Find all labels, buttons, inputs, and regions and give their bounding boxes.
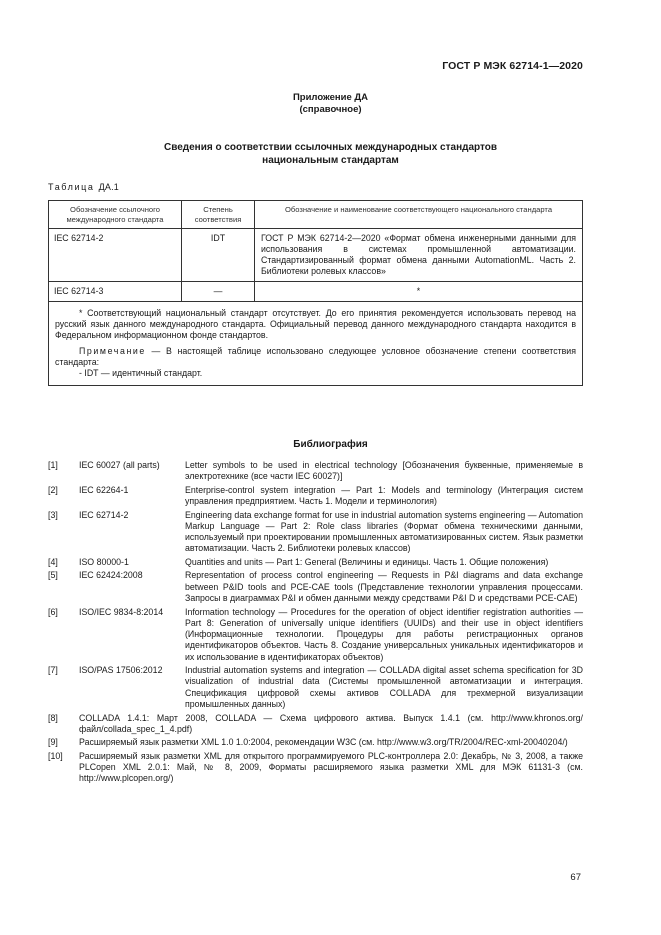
- bib-standard: IEC 62264-1: [79, 484, 129, 495]
- bib-standard: ISO 80000-1: [79, 556, 129, 567]
- bibliography-item: [48, 607, 583, 663]
- bibliography-item: [48, 510, 583, 555]
- cell-national-standard: *: [255, 282, 583, 302]
- header-national-standard: Обозначение и наименование соответствующего национального стандарта: [255, 201, 583, 229]
- bib-text: Расширяемый язык разметки XML для открытого программируемого PLC-контроллера 2.0: Декабрь, № 3, 2008, а также PLCopen XML 2.0.1: Май, № 8, 2009, Форматы расширяемого языка разметки XML для МЭК 61131-3 (см. http://www.plcopen.org/): [79, 750, 583, 784]
- bib-number: [2]: [48, 484, 58, 495]
- note-text: — В настоящей таблице использовано следующее условное обозначение степени соответствия стандарта:: [55, 346, 576, 367]
- bib-number: [4]: [48, 556, 58, 567]
- section-title: [0, 141, 661, 167]
- bib-number: [1]: [48, 460, 58, 470]
- cell-degree: —: [182, 282, 255, 302]
- header-degree: Степень соответствия: [182, 201, 255, 229]
- bibliography-item: [48, 485, 583, 508]
- bib-standard: IEC 60027 (all parts): [79, 460, 160, 470]
- bib-text: Representation of process control engineering — Requests in P&I diagrams and data exchange between P&ID tools and PCE-CAE tools (Представление технологии управления процессами. Запросы в диаграммах P&I и обмен данными между средствами P&I D и средствами PCE-CAE): [185, 570, 583, 604]
- bibliography-item: [48, 751, 583, 785]
- bibliography-title: Библиография: [293, 439, 368, 450]
- appendix-heading: [0, 92, 661, 116]
- document-code: ГОСТ Р МЭК 62714-1—2020: [442, 60, 583, 72]
- appendix-title: Приложение ДА: [292, 92, 369, 103]
- bib-text: Quantities and units — Part 1: General (Величины и единицы. Часть 1. Общие положения): [185, 556, 549, 567]
- bibliography-item: [48, 557, 583, 568]
- table-footnote: * Соответствующий национальный стандарт отсутствует. До его принятия рекомендуется использовать перевод на русский язык данного международного стандарта. Официальный перевод данного международного стандарта находится в Федеральном информационном фонде стандартов.: [55, 308, 576, 340]
- cell-degree: IDT: [182, 229, 255, 282]
- bib-standard: IEC 62424:2008: [79, 570, 143, 581]
- cell-intl-standard: IEC 62714-2: [49, 229, 182, 282]
- bib-standard: ISO/IEC 9834-8:2014: [79, 606, 164, 617]
- bib-text: Industrial automation systems and integration — COLLADA digital asset schema specification for 3D visualization of industrial data (Системы промышленной автоматизации и интеграция. Спецификация цифровой схемы активов COLLADA для трехмерной визуализации промышленных данных): [185, 665, 583, 710]
- bib-text: Information technology — Procedures for the operation of object identifier registration authorities — Part 8: Generation of universally unique identifiers (UUIDs) and their use in object identifiers (Информационные технологии. Процедуры для работы регистрационных органов идентификаторов объектов. Часть 8. Создание универсальных уникальных идентификаторов и их использование в идентификаторах объектов): [185, 606, 583, 662]
- bib-number: [6]: [48, 606, 58, 617]
- bib-number: [9]: [48, 737, 58, 748]
- table-row: [49, 229, 583, 282]
- bib-number: [8]: [48, 712, 58, 723]
- bib-text: Letter symbols to be used in electrical technology [Обозначения буквенные, применяемые в электротехнике (все части IEC 60027)]: [185, 460, 583, 482]
- bib-text: Engineering data exchange format for use in industrial automation systems engineering — Automation Markup Language — Part 2: Role class libraries (Формат обмена техническими данными, используемый при проектировании промышленных автоматизированных систем. Язык разметки автоматизации. Часть 2. Библиотеки ролевых классов): [185, 509, 583, 554]
- cell-intl-standard: IEC 62714-3: [49, 282, 182, 302]
- section-title-line2: национальным стандартам: [262, 155, 399, 166]
- table-note: [55, 346, 576, 368]
- page-number: 67: [570, 872, 581, 883]
- bib-number: [7]: [48, 665, 58, 676]
- bib-text: Enterprise-control system integration — Part 1: Models and terminology (Интеграция систем управления предприятием. Часть 1. Модели и терминология): [185, 484, 583, 507]
- table-label-number: ДА.1: [98, 182, 120, 192]
- table-notes: [49, 302, 583, 386]
- bibliography-item: [48, 665, 583, 710]
- table-label-word: Таблица: [48, 182, 95, 192]
- appendix-subtitle: (справочное): [299, 104, 362, 115]
- header-intl-standard: Обозначение ссылочного международного стандарта: [49, 201, 182, 229]
- bibliography-list: [48, 460, 583, 787]
- bib-number: [3]: [48, 509, 58, 520]
- table-row: [49, 282, 583, 302]
- bib-text: Расширяемый язык разметки XML 1.0 1.0:2004, рекомендации W3C (см. http://www.w3.org/TR/2004/REC-xml-20040204/): [79, 737, 568, 748]
- bib-number: [10]: [48, 750, 63, 761]
- correspondence-table: [48, 200, 583, 386]
- bib-text: COLLADA 1.4.1: Март 2008, COLLADA — Схема цифрового актива. Выпуск 1.4.1 (см. http://www.khronos.org/файл/collada_spec_1_4.pdf): [79, 712, 583, 734]
- table-header-row: [49, 201, 583, 229]
- note-item: - IDT — идентичный стандарт.: [79, 368, 203, 378]
- bibliography-item: [48, 570, 583, 604]
- note-label: Примечание: [79, 346, 146, 356]
- table-label: [48, 182, 119, 192]
- bib-standard: IEC 62714-2: [79, 509, 129, 520]
- cell-national-standard: ГОСТ Р МЭК 62714-2—2020 «Формат обмена инженерными данными для использования в системах промышленной автоматизации. Стандартизированный формат обмена данными AutomationML. Часть 2. Библиотеки ролевых классов»: [255, 229, 583, 282]
- bib-number: [5]: [48, 570, 58, 581]
- bib-standard: ISO/PAS 17506:2012: [79, 665, 163, 676]
- section-title-line1: Сведения о соответствии ссылочных международных стандартов: [163, 142, 498, 153]
- bibliography-item: [48, 737, 583, 748]
- bibliography-item: [48, 460, 583, 483]
- table-notes-row: [49, 302, 583, 386]
- bibliography-item: [48, 713, 583, 736]
